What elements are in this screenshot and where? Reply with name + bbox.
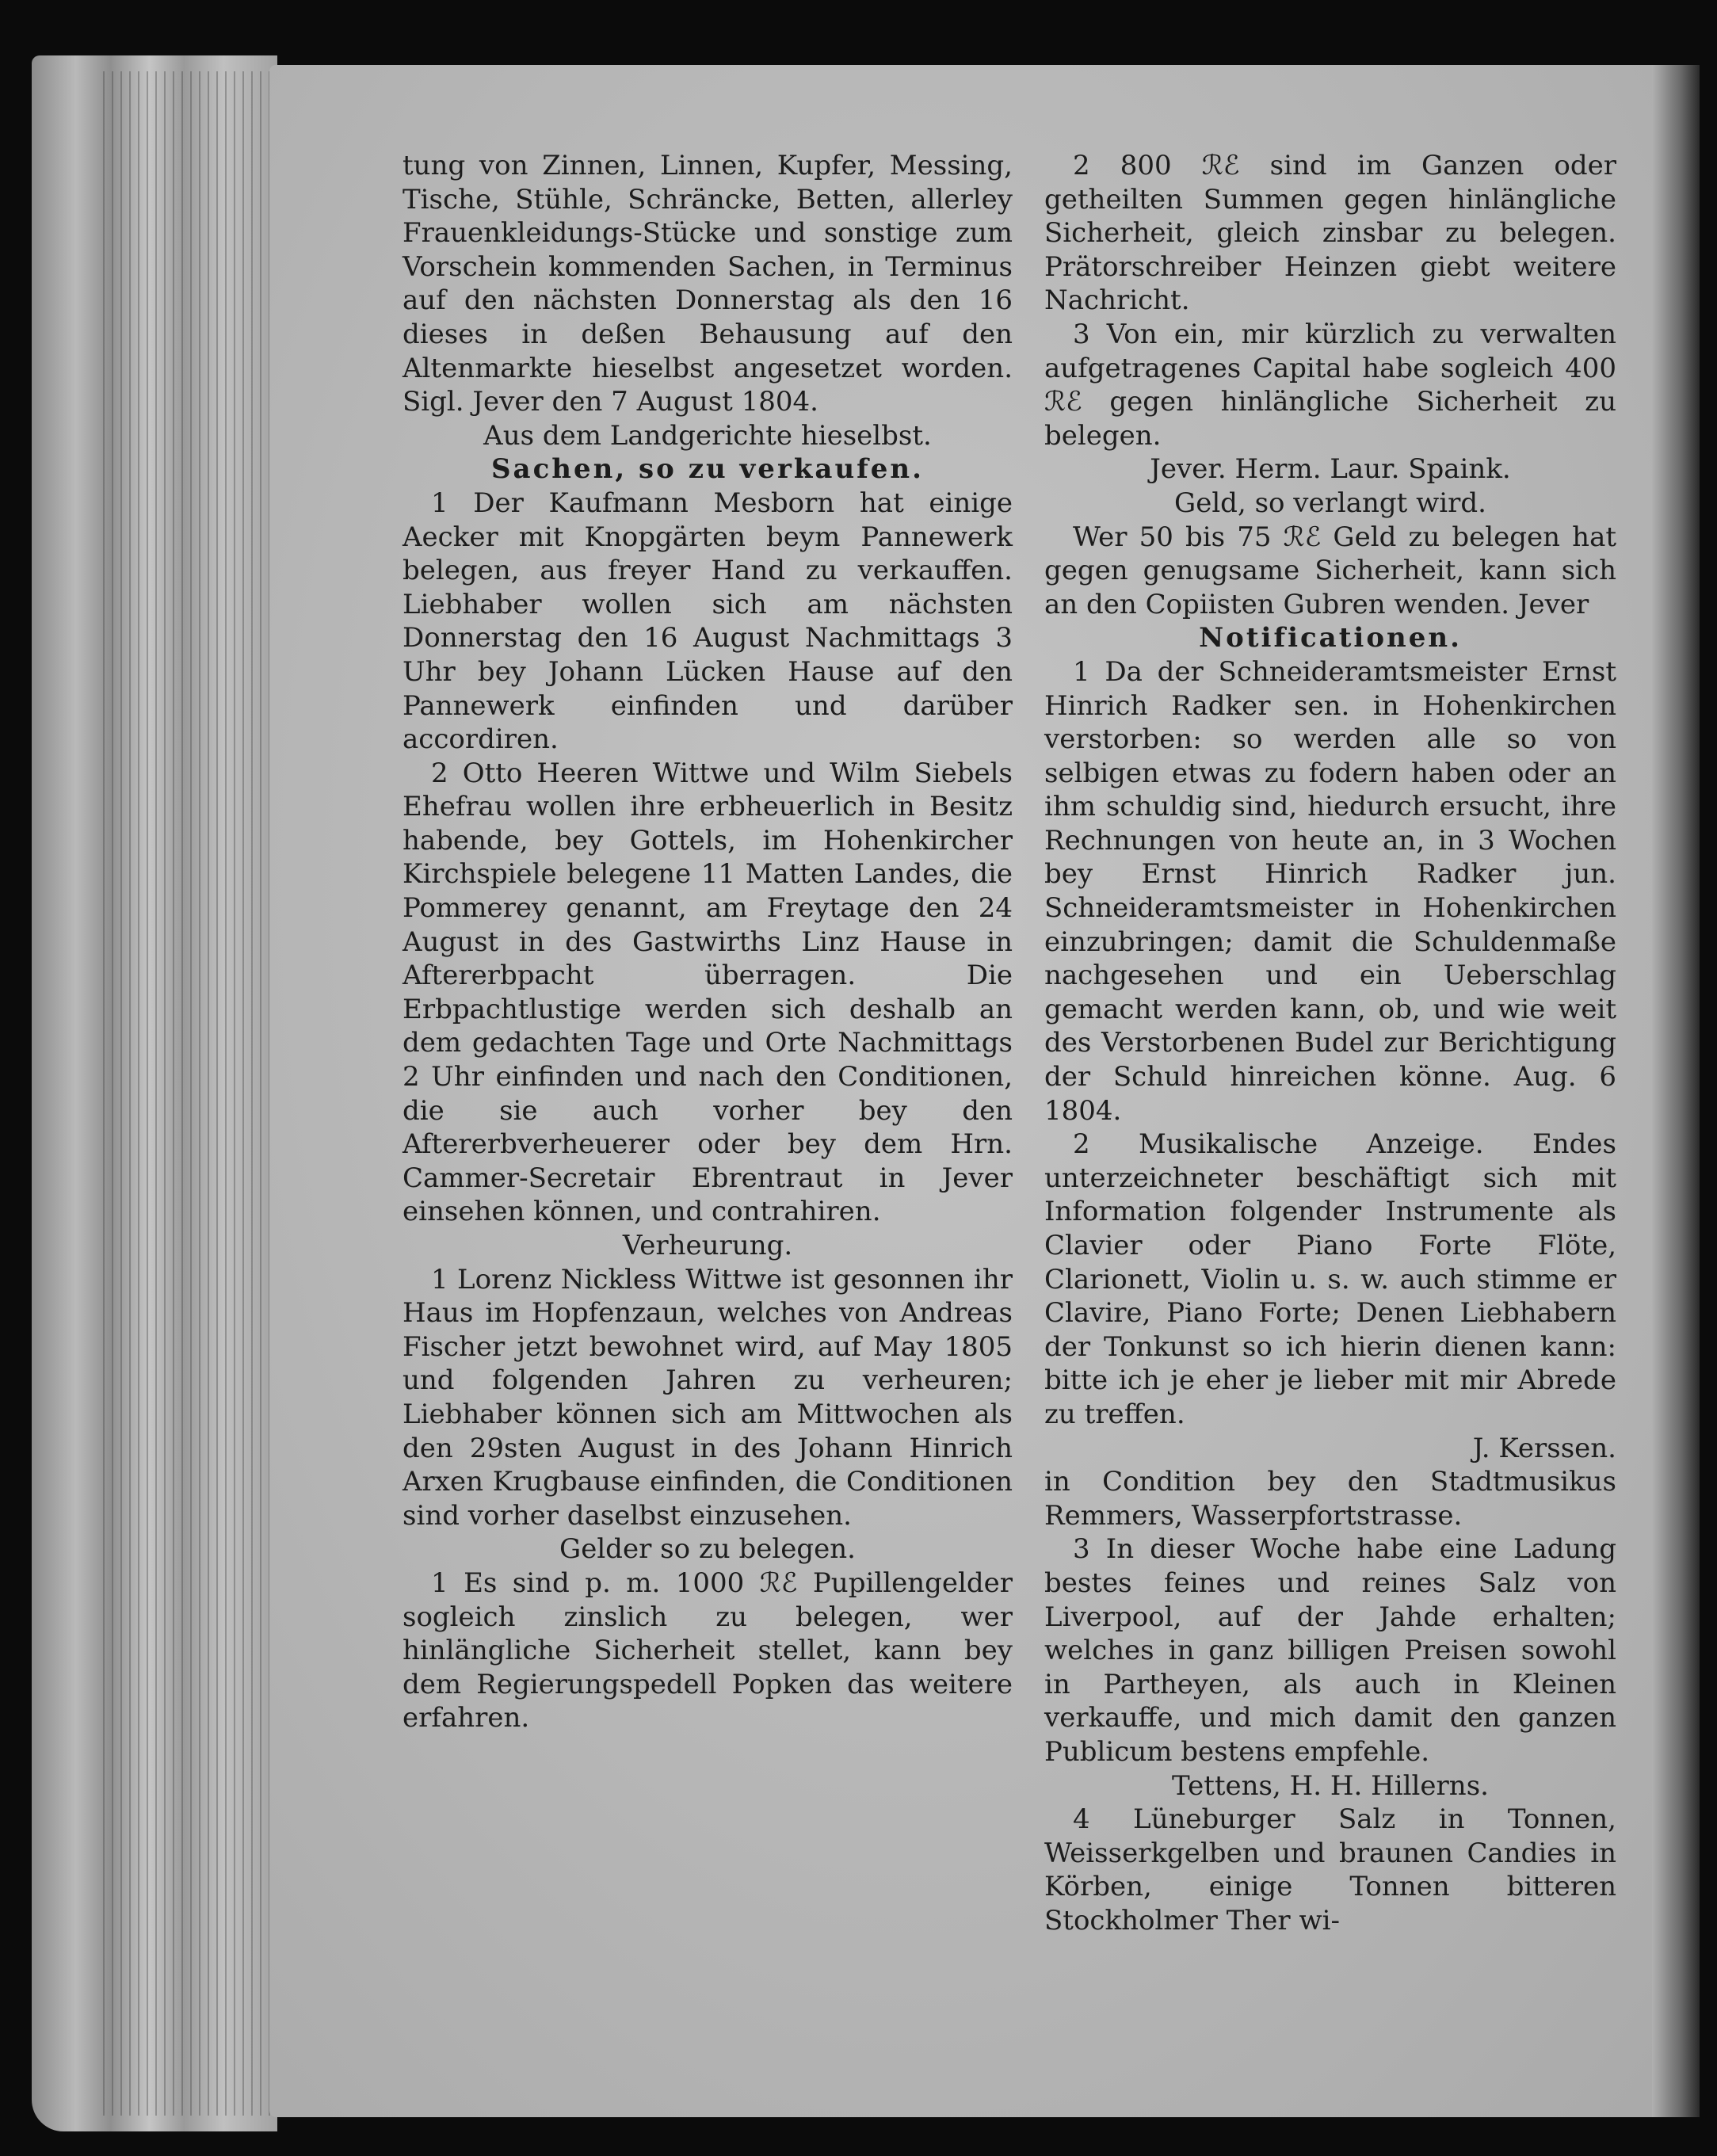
court-heading: Aus dem Landgerichte hieselbst. [483, 419, 932, 452]
section-heading-sales: Sachen, so zu verkaufen. [491, 453, 924, 486]
page-edges [103, 71, 277, 2116]
right-column [1044, 149, 1616, 1937]
money-notice-2: 2 800 ℛℰ sind im Ganzen oder getheilten Summen gegen hinlängliche Sicherheit, gleich zinsbar zu belegen. Prätorschreiber Heinzen giebt weitere Nachricht. [1044, 150, 1616, 317]
rental-notice-1: 1 Lorenz Nickless Wittwe ist gesonnen ihr Haus im Hopfenzaun, welches von Andreas Fischer jetzt bewohnet wird, auf May 1805 und folgenden Jahren zu verheuren; Liebhaber können sich am Mittwochen als den 29sten August in des Johann Hinrich Arxen Krugbause einfinden, die Conditionen sind vorher daselbst einzusehen. [403, 1263, 1013, 1532]
section-heading-notifications: Notificationen. [1199, 622, 1462, 654]
section-heading-rental: Verheurung. [622, 1230, 793, 1261]
kerssen-address: in Condition bey den Stadtmusikus Remmers, Wasserpfortstrasse. [1044, 1466, 1616, 1532]
section-heading-money-wanted: Geld, so verlangt wird. [1174, 487, 1486, 519]
page-gutter [1652, 65, 1700, 2117]
notification-4: 4 Lüneburger Salz in Tonnen, Weisserkgelben und braunen Candies in Körben, einige Tonnen bitteren Stockholmer Ther wi- [1044, 1803, 1616, 1937]
sale-notice-2: 2 Otto Heeren Wittwe und Wilm Siebels Ehefrau wollen ihre erbheuerlich in Besitz habende, bey Gottels, im Hohenkircher Kirchspiele belegene 11 Matten Landes, die Pommerey genannt, am Freytage den 24 August in des Gastwirths Linz Hause in Aftererbpacht überragen. Die Erbpachtlustige werden sich deshalb an dem gedachten Tage und Orte Nachmittags 2 Uhr einfinden und nach den Conditionen, die sie auch vorher bey den Aftererbverheuerer oder bey dem Hrn. Cammer-Secretair Ebrentraut in Jever einsehen können, und contrahiren. [403, 757, 1013, 1228]
notification-3: 3 In dieser Woche habe eine Ladung bestes feines und reines Salz von Liverpool, auf der Jahde erhalten; welches in ganz billigen Preisen sowohl in Partheyen, als auch in Kleinen verkauffe, und mich damit den ganzen Publicum bestens empfehle. [1044, 1533, 1616, 1768]
money-notice-1: 1 Es sind p. m. 1000 ℛℰ Pupillengelder sogleich zinslich zu belegen, wer hinlängliche Sicherheit stellet, kann bey dem Regierungspedell Popken das weitere erfahren. [403, 1566, 1013, 1734]
section-heading-money-to-lend: Gelder so zu belegen. [559, 1533, 856, 1566]
left-column [403, 149, 1013, 1735]
auction-notice-end: tung von Zinnen, Linnen, Kupfer, Messing, Tische, Stühle, Schräncke, Betten, allerley Frauenkleidungs-Stücke und sonstige zum Vorschein kommenden Sachen, in Terminus auf den nächsten Donnerstag als den 16 dieses in deßen Behausung auf den Altenmarkte hieselbst angesetzet worden. Sigl. Jever den 7 August 1804. [403, 150, 1013, 418]
notification-2: 2 Musikalische Anzeige. Endes unterzeichneter beschäftigt sich mit Information folgender Instrumente als Clavier oder Piano Forte Flöte, Clarionett, Violin u. s. w. auch stimme er Clavire, Piano Forte; Denen Liebhabern der Tonkunst so ich hierin dienen kann: bitte ich je eher je lieber mit mir Abrede zu treffen. [1044, 1128, 1616, 1430]
money-notice-3: 3 Von ein, mir kürzlich zu verwalten aufgetragenes Capital habe sogleich 400 ℛℰ gegen hinlängliche Sicherheit zu belegen. [1044, 318, 1616, 452]
signature-hillerns: Tettens, H. H. Hillerns. [1172, 1769, 1489, 1802]
money-wanted-notice: Wer 50 bis 75 ℛℰ Geld zu belegen hat gegen genugsame Sicherheit, kann sich an den Copiisten Gubren wenden. Jever [1044, 521, 1616, 620]
signature-kerssen: J. Kerssen. [1472, 1432, 1616, 1464]
sale-notice-1: 1 Der Kaufmann Mesborn hat einige Aecker mit Knopgärten beym Pannewerk belegen, aus freyer Hand zu verkauffen. Liebhaber wollen sich am nächsten Donnerstag den 16 August Nachmittags 3 Uhr bey Johann Lücken Hause auf den Pannewerk einfinden und darüber accordiren. [403, 487, 1013, 756]
signature-spaink: Jever. Herm. Laur. Spaink. [1150, 453, 1511, 486]
notification-1: 1 Da der Schneideramtsmeister Ernst Hinrich Radker sen. in Hohenkirchen verstorben: so werden alle so von selbigen etwas zu fodern haben oder an ihm schuldig sind, hiedurch ersucht, ihre Rechnungen von heute an, in 3 Wochen bey Ernst Hinrich Radker jun. Schneideramtsmeister in Hohenkirchen einzubringen; damit die Schuldenmaße nachgesehen und ein Ueberschlag gemacht werden kann, ob, und wie weit des Verstorbenen Budel zur Berichtigung der Schuld hinreichen könne. Aug. 6 1804. [1044, 655, 1616, 1127]
